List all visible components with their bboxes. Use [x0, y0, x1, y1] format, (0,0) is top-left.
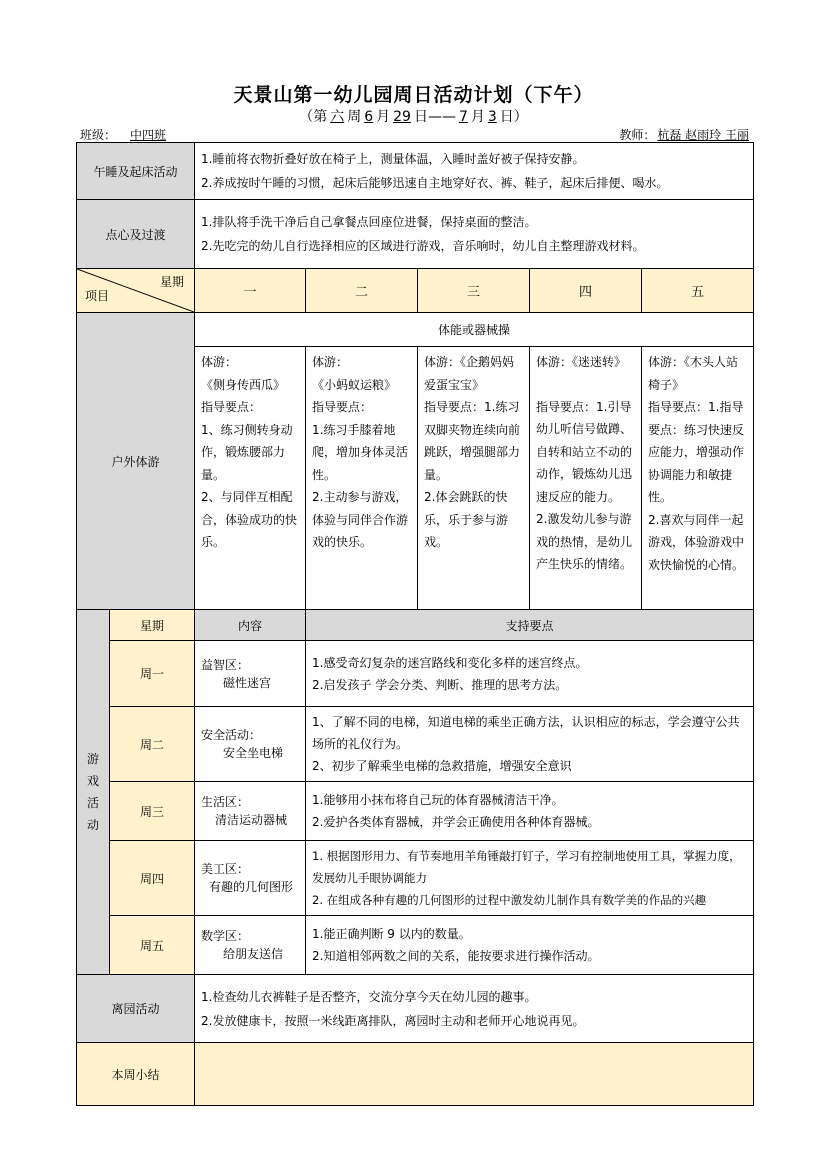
- game-topic: 安全坐电梯: [223, 746, 284, 760]
- day-header-mon: 一: [195, 269, 306, 313]
- outdoor-text: 体游：: [312, 355, 349, 369]
- game-day: 周二: [110, 707, 195, 782]
- class-info: [80, 126, 220, 143]
- game-support: [306, 782, 754, 841]
- snack-label: 点心及过渡: [77, 200, 195, 269]
- game-row: [77, 782, 754, 841]
- game-col-support: 支持要点: [306, 610, 754, 641]
- game-area: 安全活动：: [201, 728, 262, 742]
- month-word-2: 月: [470, 109, 485, 125]
- date-range: [0, 106, 827, 126]
- day-header-fri: 五: [642, 269, 754, 313]
- leave-content: [195, 975, 754, 1043]
- snack-line: 2.先吃完的幼儿自行选择相应的区域进行游戏，音乐响时，幼儿自主整理游戏材料。: [201, 239, 645, 253]
- game-topic: 有趣的几何图形: [209, 880, 294, 894]
- label-char: 活: [86, 796, 99, 810]
- end-day: 3: [487, 109, 497, 125]
- day-header-tue: 二: [306, 269, 418, 313]
- game-col-content: 内容: [195, 610, 306, 641]
- game-topic: 给朋友送信: [223, 947, 284, 961]
- game-day: 周五: [110, 916, 195, 975]
- support-point: 1.能正确判断 9 以内的数量。: [312, 927, 471, 941]
- plan-table: [76, 142, 754, 1106]
- game-content: [195, 782, 306, 841]
- week-header-row: [77, 269, 754, 313]
- game-area: 美工区：: [201, 862, 250, 876]
- game-area: 生活区：: [201, 795, 250, 809]
- game-content: [195, 641, 306, 707]
- outdoor-text: 2.体会跳跃的快乐，乐于参与游戏。: [424, 490, 509, 549]
- leave-row: [77, 975, 754, 1043]
- outdoor-game-name: 体游：《木头人站椅子》: [648, 355, 739, 392]
- leave-label: 离园活动: [77, 975, 195, 1043]
- game-area: 益智区：: [201, 657, 250, 672]
- outdoor-text: 指导要点：: [201, 400, 262, 414]
- outdoor-game-name: 《侧身传西瓜》: [201, 377, 286, 392]
- outdoor-text: 2.主动参与游戏，体验与同伴合作游戏的快乐。: [312, 490, 409, 549]
- game-row: [77, 707, 754, 782]
- suffix: ）: [513, 109, 528, 125]
- outdoor-text: 1.练习手膝着地爬，增加身体灵活性。: [312, 422, 409, 482]
- day-header-wed: 三: [418, 269, 530, 313]
- diagonal-header-cell: [77, 269, 195, 313]
- outdoor-theme-row: [77, 313, 754, 347]
- outdoor-text: 指导要点：1.练习双脚夹物连续向前跳跃，增强腿部力量。: [424, 400, 521, 482]
- game-topic: 清洁运动器械: [215, 813, 288, 827]
- item-label: 项目: [85, 289, 110, 303]
- game-row: [77, 641, 754, 707]
- support-point: 2. 在组成各种有趣的几何图形的过程中激发幼儿制作具有数学美的作品的兴趣: [312, 893, 707, 907]
- nap-line: 2.养成按时午睡的习惯，起床后能够迅速自主地穿好衣、裤、鞋子，起床后排便、喝水。: [201, 176, 669, 190]
- support-point: 1.能够用小抹布将自己玩的体育器械清洁干净。: [312, 793, 564, 807]
- leave-line: 1.检查幼儿衣裤鞋子是否整齐，交流分享今天在幼儿园的趣事。: [201, 989, 537, 1004]
- game-day: 周四: [110, 841, 195, 916]
- nap-row: [77, 143, 754, 200]
- end-month: 7: [458, 109, 468, 125]
- game-row: [77, 916, 754, 975]
- game-row: [77, 841, 754, 916]
- support-point: 2.启发孩子 学会分类、判断、推理的思考方法。: [312, 677, 568, 692]
- game-col-weekday: 星期: [110, 610, 195, 641]
- game-support: [306, 707, 754, 782]
- outdoor-day-tue: [306, 347, 418, 610]
- label-char: 戏: [86, 774, 99, 788]
- outdoor-text: 指导要点：1.引导幼儿听信号做蹲、自转和站立不动的动作，锻炼幼儿迅速反应的能力。: [536, 399, 633, 504]
- week-word: 周: [347, 109, 362, 125]
- start-month: 6: [364, 109, 374, 125]
- outdoor-text: 2、与同伴互相配合，体验成功的快乐。: [201, 490, 298, 549]
- game-header-row: [77, 610, 754, 641]
- game-support: [306, 916, 754, 975]
- game-area: 数学区：: [201, 929, 250, 943]
- outdoor-day-fri: [642, 347, 754, 610]
- week-number: 六: [330, 109, 345, 125]
- class-label: 班级：: [80, 128, 117, 142]
- summary-row: [77, 1043, 754, 1106]
- support-point: 1、了解不同的电梯，知道电梯的乘坐正确方法，认识相应的标志，学会遵守公共场所的礼仪行为。: [312, 715, 740, 751]
- game-content: [195, 916, 306, 975]
- outdoor-text: 体游：: [201, 355, 238, 369]
- day-header-thu: 四: [530, 269, 642, 313]
- label-char: 动: [86, 818, 99, 832]
- summary-label: 本周小结: [77, 1043, 195, 1106]
- teacher-info: [619, 126, 749, 143]
- snack-row: [77, 200, 754, 269]
- outdoor-text: 指导要点：1.指导要点：练习快速反应能力，增强动作协调能力和敏捷性。: [648, 400, 745, 504]
- outdoor-day-thu: [530, 347, 642, 610]
- outdoor-game-name: 《小蚂蚁运粮》: [312, 377, 397, 392]
- support-point: 2.爱护各类体育器械，并学会正确使用各种体育器械。: [312, 815, 600, 829]
- support-point: 2.知道相邻两数之间的关系，能按要求进行操作活动。: [312, 949, 600, 963]
- class-value: 中四班: [130, 128, 167, 142]
- nap-line: 1.睡前将衣物折叠好放在椅子上，测量体温，入睡时盖好被子保持安静。: [201, 152, 585, 166]
- nap-content: [195, 143, 754, 200]
- outdoor-theme: 体能或器械操: [195, 313, 754, 347]
- support-point: 1.感受奇幻复杂的迷宫路线和变化多样的迷宫终点。: [312, 655, 588, 670]
- game-content: [195, 707, 306, 782]
- game-topic: 磁性迷宫: [223, 675, 272, 690]
- teacher-label: 教师：: [619, 128, 656, 142]
- game-day: 周一: [110, 641, 195, 707]
- support-point: 1. 根据图形用力、有节奏地用羊角锤敲打钉子，学习有控制地使用工具，掌握力度，发展幼儿手眼协调能力: [312, 849, 741, 885]
- blank-line: [536, 374, 635, 396]
- outdoor-label: 户外体游: [77, 313, 195, 610]
- game-content: [195, 841, 306, 916]
- nap-label: 午睡及起床活动: [77, 143, 195, 200]
- outdoor-text: 2.激发幼儿参与游戏的热情，是幼儿产生快乐的情绪。: [536, 512, 633, 571]
- month-word: 月: [376, 109, 391, 125]
- support-point: 2、初步了解乘坐电梯的急救措施，增强安全意识: [312, 759, 572, 773]
- leave-line: 2.发放健康卡，按照一米线距离排队，离园时主动和老师开心地说再见。: [201, 1013, 585, 1028]
- outdoor-game-name: 体游：《迷迷转》: [536, 355, 627, 369]
- dash: ——: [427, 109, 456, 125]
- snack-line: 1.排队将手洗干净后自己拿餐点回座位进餐，保持桌面的整洁。: [201, 215, 537, 229]
- outdoor-day-mon: [195, 347, 306, 610]
- page-title: 天景山第一幼儿园周日活动计划（下午）: [233, 84, 594, 106]
- outdoor-day-wed: [418, 347, 530, 610]
- label-char: 游: [86, 752, 99, 766]
- outdoor-text: 2.喜欢与同伴一起游戏，体验游戏中欢快愉悦的心情。: [648, 512, 745, 572]
- snack-content: [195, 200, 754, 269]
- day-word-2: 日: [499, 109, 514, 125]
- game-day: 周三: [110, 782, 195, 841]
- game-support: [306, 641, 754, 707]
- summary-content[interactable]: [195, 1043, 754, 1106]
- game-activity-label: [77, 610, 110, 975]
- day-word: 日: [413, 109, 428, 125]
- weekday-label: 星期: [160, 275, 185, 289]
- teacher-value: 杭磊 赵雨玲 王丽: [657, 128, 749, 142]
- week-prefix: （第: [299, 109, 328, 125]
- outdoor-game-name: 体游：《企鹅妈妈爱蛋宝宝》: [424, 355, 515, 392]
- outdoor-text: 1、练习侧转身动作，锻炼腰部力量。: [201, 422, 293, 482]
- start-day: 29: [393, 109, 411, 125]
- outdoor-text: 指导要点：: [312, 400, 373, 414]
- game-support: [306, 841, 754, 916]
